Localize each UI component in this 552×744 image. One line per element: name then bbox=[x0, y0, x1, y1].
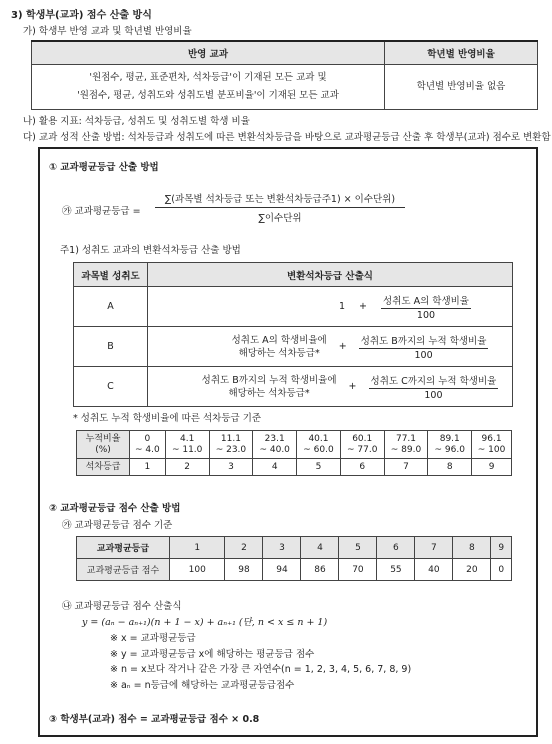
table2-formula-b bbox=[148, 327, 513, 367]
s3-title: ③ 학생부(교과) 점수 = 교과평균등급 점수 × 0.8 bbox=[49, 714, 260, 725]
table3-range: 96.1 ~ 100 bbox=[472, 431, 512, 459]
table4-score: 98 bbox=[225, 559, 263, 581]
table1-ratio-cell: 학년별 반영비율 없음 bbox=[385, 65, 538, 110]
table3-label-grade: 석차등급 bbox=[77, 459, 130, 476]
table4-score: 100 bbox=[170, 559, 225, 581]
plus-sign: + bbox=[338, 341, 347, 352]
s1-title: ① 교과평균등급 산출 방법 bbox=[49, 162, 159, 173]
table4-grade: 1 bbox=[170, 537, 225, 559]
table4-score: 94 bbox=[263, 559, 301, 581]
formula-c-num: 성취도 C까지의 누적 학생비율 bbox=[369, 373, 499, 389]
s2-sub2: ㉯ 교과평균등급 점수 산출식 bbox=[62, 601, 182, 612]
s2-sub: ㉮ 교과평균등급 점수 기준 bbox=[62, 520, 173, 531]
table3-grade: 4 bbox=[253, 459, 297, 476]
conversion-table bbox=[73, 262, 513, 407]
table1-subject-line1: '원점수, 평균, 표준편차, 석차등급'이 기재된 모든 교과 및 bbox=[89, 72, 327, 83]
table4-grade: 9 bbox=[491, 537, 512, 559]
table3-label-ratio: 누적비율 (%) bbox=[77, 431, 130, 459]
table4-grade: 7 bbox=[415, 537, 453, 559]
table1-subject-line2: '원점수, 평균, 성취도와 성취도별 분포비율'이 기재된 모든 교과 bbox=[77, 90, 339, 101]
plus-sign: + bbox=[359, 301, 368, 312]
table1-subjects-cell bbox=[32, 65, 385, 110]
table4-grade: 3 bbox=[263, 537, 301, 559]
table1-header-subject: 반영 교과 bbox=[32, 41, 385, 65]
table2-formula-a bbox=[148, 287, 513, 327]
table4-score: 70 bbox=[339, 559, 377, 581]
table3-range: 23.1 ~ 40.0 bbox=[253, 431, 297, 459]
table3-range: 4.1 ~ 11.0 bbox=[165, 431, 209, 459]
table3-range: 77.1 ~ 89.0 bbox=[384, 431, 428, 459]
table3-grade: 8 bbox=[428, 459, 472, 476]
table3-range: 0 ~ 4.0 bbox=[130, 431, 166, 459]
table4-label-score: 교과평균등급 점수 bbox=[77, 559, 170, 581]
formula-b-den: 100 bbox=[414, 349, 433, 361]
table4-grade: 5 bbox=[339, 537, 377, 559]
table4-grade: 2 bbox=[225, 537, 263, 559]
table4-score: 55 bbox=[377, 559, 415, 581]
item-na: 나) 활용 지표: 석차등급, 성취도 및 성취도별 학생 비율 bbox=[23, 116, 250, 127]
formula-c-den: 100 bbox=[424, 389, 443, 401]
plus-sign: + bbox=[348, 381, 357, 392]
formula-a-fraction bbox=[381, 293, 471, 321]
table2-formula-c bbox=[148, 367, 513, 407]
table3-range: 89.1 ~ 96.0 bbox=[428, 431, 472, 459]
table4-score: 86 bbox=[301, 559, 339, 581]
cumulative-ratio-table bbox=[76, 430, 512, 476]
formula-denominator: ∑이수단위 bbox=[258, 213, 302, 224]
table3-grade: 1 bbox=[130, 459, 166, 476]
definition-x: ※ x = 교과평균등급 bbox=[110, 633, 196, 644]
table3-range: 11.1 ~ 23.0 bbox=[209, 431, 253, 459]
formula-b-fraction bbox=[359, 333, 489, 361]
table4-grade: 8 bbox=[453, 537, 491, 559]
table3-grade: 5 bbox=[297, 459, 341, 476]
note1: 주1) 성취도 교과의 변환석차등급 산출 방법 bbox=[60, 245, 241, 256]
item-da: 다) 교과 성적 산출 방법: 석차등급과 성취도에 따른 변환석차등급을 바탕으로 교과평균등급 산출 후 학생부(교과) 점수로 변환함 bbox=[23, 132, 551, 143]
table3-grade: 3 bbox=[209, 459, 253, 476]
formula-b-num: 성취도 B까지의 누적 학생비율 bbox=[359, 333, 489, 349]
table3-grade: 6 bbox=[340, 459, 384, 476]
item-ga: 가) 학생부 반영 교과 및 학년별 반영비율 bbox=[23, 26, 192, 37]
formula-a-den: 100 bbox=[416, 309, 436, 321]
table4-grade: 6 bbox=[377, 537, 415, 559]
table4-grade: 4 bbox=[301, 537, 339, 559]
subject-ratio-table bbox=[31, 40, 538, 110]
s2-title: ② 교과평균등급 점수 산출 방법 bbox=[49, 503, 181, 514]
table3-range: 60.1 ~ 77.0 bbox=[340, 431, 384, 459]
formula2: y = (aₙ − aₙ₊₁)(n + 1 − x) + aₙ₊₁ (단, n < x ≤ n + 1) bbox=[82, 617, 328, 628]
definition-y: ※ y = 교과평균등급 x에 해당하는 평균등급 점수 bbox=[110, 648, 315, 660]
table4-score: 20 bbox=[453, 559, 491, 581]
formula-a-pre: 1 bbox=[339, 301, 346, 312]
formula-fraction bbox=[155, 191, 405, 224]
formula-b-pre: 성취도 A의 학생비율에 해당하는 석차등급* bbox=[231, 334, 327, 359]
table3-range: 40.1 ~ 60.0 bbox=[297, 431, 341, 459]
table2-grade-b: B bbox=[74, 327, 148, 367]
definition-n: ※ n = x보다 작거나 같은 가장 큰 자연수(n = 1, 2, 3, 4, 5, 6, 7, 8, 9) bbox=[110, 664, 412, 675]
table2-header-grade: 과목별 성취도 bbox=[74, 263, 148, 287]
formula-label: ㉮ 교과평균등급 = bbox=[62, 206, 141, 217]
definition-an: ※ aₙ = n등급에 해당하는 교과평균등급점수 bbox=[110, 679, 295, 691]
table4-score: 40 bbox=[415, 559, 453, 581]
definitions bbox=[110, 631, 411, 693]
table4-label-grade: 교과평균등급 bbox=[77, 537, 170, 559]
table1-header-ratio: 학년별 반영비율 bbox=[385, 41, 538, 65]
table2-grade-c: C bbox=[74, 367, 148, 407]
table2-header-formula: 변환석차등급 산출식 bbox=[148, 263, 513, 287]
table2-grade-a: A bbox=[74, 287, 148, 327]
note2: * 성취도 누적 학생비율에 따른 석차등급 기준 bbox=[73, 413, 262, 424]
formula-c-fraction bbox=[369, 373, 499, 401]
table3-grade: 7 bbox=[384, 459, 428, 476]
formula-c-pre: 성취도 B까지의 누적 학생비율에 해당하는 석차등급* bbox=[201, 374, 337, 399]
score-table bbox=[76, 536, 512, 581]
table4-score: 0 bbox=[491, 559, 512, 581]
table3-grade: 2 bbox=[165, 459, 209, 476]
section-title: 3) 학생부(교과) 점수 산출 방식 bbox=[11, 10, 152, 21]
table3-grade: 9 bbox=[472, 459, 512, 476]
formula-numerator: ∑(과목별 석차등급 또는 변환석차등급주1) × 이수단위) bbox=[155, 191, 405, 208]
formula-a-num: 성취도 A의 학생비율 bbox=[381, 293, 471, 309]
